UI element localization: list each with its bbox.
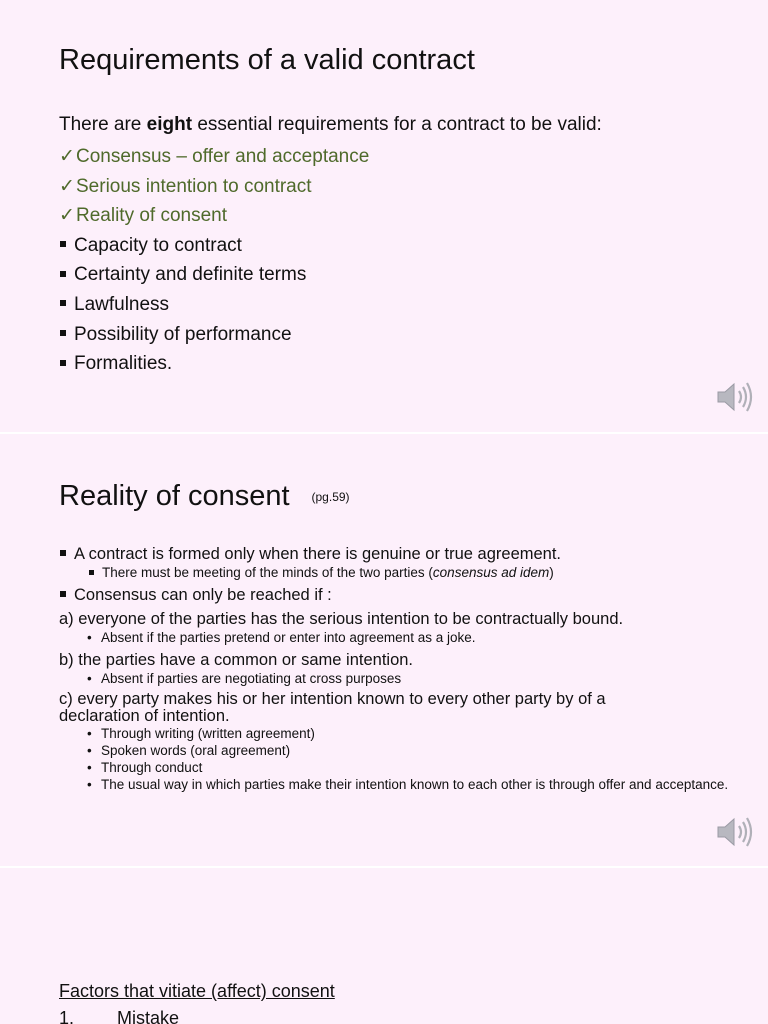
list-item: 1. Mistake — [59, 1008, 180, 1024]
sub-point-c: • Spoken words (oral agreement) — [87, 743, 291, 758]
section-heading: Factors that vitiate (affect) consent — [59, 981, 335, 1001]
bullet-consensus-condition: Consensus can only be reached if : — [59, 585, 749, 605]
square-bullet-icon — [60, 300, 66, 306]
requirement-item: ✓Serious intention to contract — [59, 172, 369, 202]
requirement-item: Lawfulness — [59, 290, 369, 320]
point-c: c) every party makes his or her intention known to every other party by of a declaration of intention. — [59, 690, 606, 725]
checkmark-icon: ✓ — [59, 146, 75, 167]
square-bullet-icon — [89, 570, 94, 575]
slide-title: Requirements of a valid contract — [59, 44, 475, 76]
sub-bullet-meeting-of-minds: There must be meeting of the minds of the two parties (consensus ad idem) — [87, 564, 749, 581]
square-bullet-icon — [60, 271, 66, 277]
square-bullet-icon — [60, 591, 66, 597]
page-reference: (pg.59) — [311, 490, 350, 504]
square-bullet-icon — [60, 360, 66, 366]
bullet-genuine-agreement: A contract is formed only when there is genuine or true agreement. — [59, 544, 749, 564]
sub-points-c — [59, 725, 749, 793]
slide-body — [59, 544, 749, 793]
point-a: a) everyone of the parties has the serious intention to be contractually bound. — [59, 610, 624, 628]
sub-point-c: • The usual way in which parties make their intention known to each other is through offer and acceptance. — [87, 777, 729, 792]
slide-title: Reality of consent (pg.59) — [59, 480, 350, 512]
speaker-icon[interactable] — [714, 377, 754, 417]
square-bullet-icon — [60, 330, 66, 336]
sub-point-a: • Absent if the parties pretend or enter into agreement as a joke. — [87, 630, 476, 645]
square-bullet-icon — [60, 550, 66, 556]
slide-vitiating-factors — [0, 868, 768, 1024]
sub-point-b: • Absent if parties are negotiating at cross purposes — [87, 671, 402, 686]
point-b: b) the parties have a common or same intention. — [59, 651, 414, 669]
checkmark-icon: ✓ — [59, 205, 75, 227]
requirement-item: ✓Reality of consent — [59, 201, 369, 231]
requirements-list — [59, 142, 369, 379]
requirement-item: ✓Consensus – offer and acceptance — [59, 142, 369, 172]
checkmark-icon: ✓ — [59, 175, 75, 197]
intro-bold: eight — [146, 114, 193, 135]
slide-requirements — [0, 0, 768, 432]
sub-point-c: • Through conduct — [87, 760, 203, 775]
requirement-item: Possibility of performance — [59, 320, 369, 350]
requirement-item: Formalities. — [59, 349, 369, 379]
slide-reality-of-consent — [0, 434, 768, 866]
speaker-icon[interactable] — [714, 812, 754, 852]
square-bullet-icon — [60, 241, 66, 247]
intro-text: There are eight essential requirements for a contract to be valid: — [59, 114, 602, 135]
sub-point-c: • Through writing (written agreement) — [87, 726, 315, 741]
requirement-item: Certainty and definite terms — [59, 260, 369, 290]
requirement-item: Capacity to contract — [59, 231, 369, 261]
